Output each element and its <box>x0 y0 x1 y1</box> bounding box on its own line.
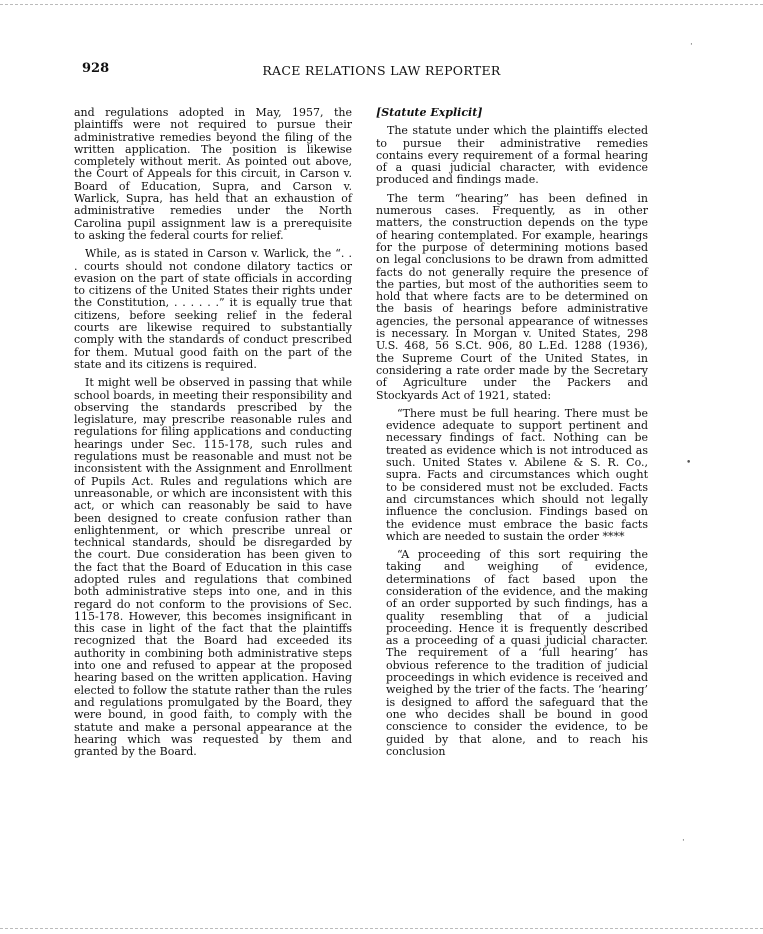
block-quote-1: “There must be full hearing. There must be evidence adequate to support pertinent and necessary findings of fact. Nothing can be treated as evidence which is not introduced as such. United States v. Abilene & S. R. Co., supra. Facts and circumstances which ought to be considered must not be excluded. Facts and circumstances which should not legally influence the conclusion. Findings based on the evidence must embrace the basic facts which are needed to sustain the order **** <box>386 406 648 543</box>
block-quote-2: “A proceeding of this sort requiring the taking and weighing of evidence, determinations of fact based upon the consideration of the evidence, and the making of an order supported by such findings, has a quality resembling that of a judicial proceeding. Hence it is frequently described as a proceeding of a quasi judicial character. The requirement of a ‘full hearing’ has obvious reference to the tradition of judicial proceedings in which evidence is received and weighed by the trier of the facts. The ‘hearing’ is designed to afford the safeguard that the one who decides shall be bound in good conscience to consider the evidence, to be guided by that alone, and to reach his conclusion <box>386 548 648 758</box>
section-heading: [Statute Explicit] <box>376 106 483 119</box>
scan-speck: • <box>686 458 692 468</box>
left-paragraph-2: While, as is stated in Carson v. Warlick, the “. . . courts should not condone dilatory tactics or evasion on the part of state officials in according to citizens of the United States their rights under the Constitution, . . . . . .” it is equally true that citizens, before seeking relief in the federal courts are likewise required to substantially comply with the standards of conduct prescribed for them. Mutual good faith on the part of the state and its citizens is required. <box>74 247 352 371</box>
page-number: 928 <box>82 61 110 76</box>
left-paragraph-1: and regulations adopted in May, 1957, the plaintiffs were not required to pursue their administrative remedies beyond the filing of the written application. The position is likewise completely without merit. As pointed out above, the Court of Appeals for this circuit, in Carson v. Board of Education, Supra, and Carson v. Warlick, Supra, has held that an exhaustion of administrative remedies under the North Carolina pupil assignment law is a prerequisite to asking the federal courts for relief. <box>74 106 352 242</box>
left-paragraph-3: It might well be observed in passing that while school boards, in meeting their responsibility and observing the standards prescribed by the legislature, may prescribe reasonable rules and regulations for filing applications and conducting hearings under Sec. 115-178, such rules and regulations must be reasonable and must not be inconsistent with the Assignment and Enrollment of Pupils Act. Rules and regulations which are unreasonable, or which are inconsistent with this act, or which can reasonably be said to have been designed to create confusion rather than enlightenment, or which prescribe unreal or technical standards, should be disregarded by the court. Due consideration has been given to the fact that the Board of Education in this case adopted rules and regulations that combined both administrative steps into one, and in this regard do not conform to the provisions of Sec. 115-178. However, this becomes insignificant in this case in light of the fact that the plaintiffs recognized that the Board had exceeded its authority in combining both administrative steps into one and refused to appear at the proposed hearing based on the written application. Having elected to follow the statute rather than the rules and regulations promulgated by the Board, they were bound, in good faith, to comply with the statute and make a personal appearance at the hearing which was requested by them and granted by the Board. <box>74 376 352 759</box>
running-title: RACE RELATIONS LAW REPORTER <box>262 63 501 78</box>
bottom-border <box>0 928 763 929</box>
right-paragraph-1: The statute under which the plaintiffs elected to pursue their administrative remedies contains every requirement of a formal hearing of a quasi judicial character, with evidence produced and findings made. <box>376 124 648 187</box>
scan-speck: · <box>690 40 693 50</box>
right-column <box>376 107 648 764</box>
left-column <box>74 107 352 764</box>
scan-speck: · <box>682 836 685 846</box>
top-border <box>0 4 763 5</box>
right-paragraph-2: The term “hearing” has been defined in numerous cases. Frequently, as in other matters, the construction depends on the type of hearing contemplated. For example, hearings for the purpose of determining motions based on legal conclusions to be drawn from admitted facts do not generally require the presence of the parties, but most of the authorities seem to hold that where facts are to be determined on the basis of hearings before administrative agencies, the personal appearance of witnesses is necessary. In Morgan v. United States, 298 U.S. 468, 56 S.Ct. 906, 80 L.Ed. 1288 (1936), the Supreme Court of the United States, in considering a rate order made by the Secretary of Agriculture under the Packers and Stockyards Act of 1921, stated: <box>376 191 648 402</box>
